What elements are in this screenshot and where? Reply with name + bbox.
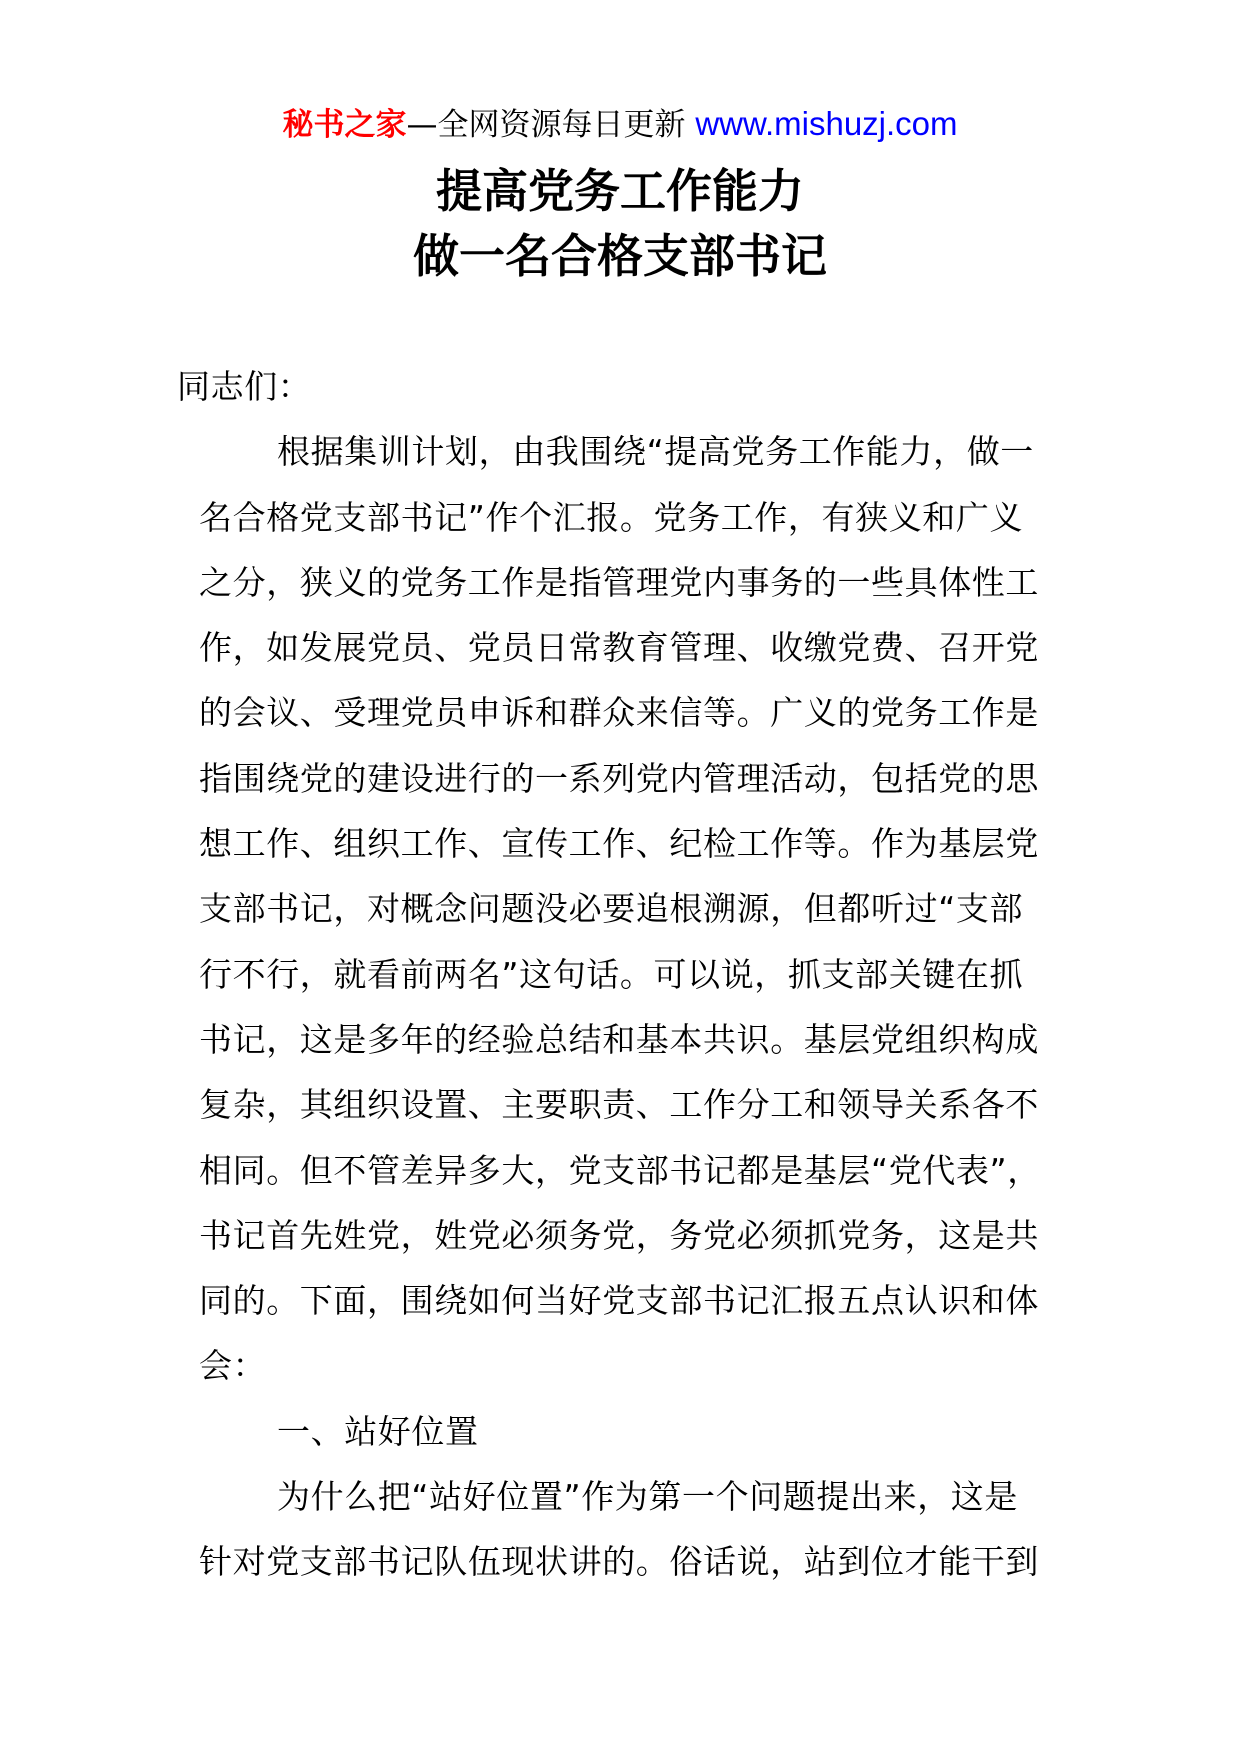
document-body xyxy=(177,354,1069,1595)
section-heading: 一、站好位置 xyxy=(277,1411,479,1451)
text-line: 名合格党支部书记”作个汇报。党务工作，有狭义和广义 xyxy=(199,497,1024,537)
text-line: 为什么把“站好位置”作为第一个问题提出来，这是 xyxy=(277,1477,1018,1517)
brand-name: 秘书之家 xyxy=(282,107,407,143)
doc-title-line-1: 提高党务工作能力 xyxy=(436,164,804,218)
text-line: 作，如发展党员、党员日常教育管理、收缴党费、召开党 xyxy=(199,628,1039,668)
banner-tagline: —全网资源每日更新 xyxy=(406,107,696,143)
text-line: 书记首先姓党，姓党必须务党，务党必须抓党务，这是共 xyxy=(199,1215,1039,1255)
text-line: 复杂，其组织设置、主要职责、工作分工和领导关系各不 xyxy=(199,1085,1039,1125)
paragraph-1 xyxy=(189,419,1069,1398)
text-line: 支部书记，对概念问题没必要追根溯源，但都听过“支部 xyxy=(199,889,1024,929)
text-line: 指围绕党的建设进行的一系列党内管理活动，包括党的思 xyxy=(199,758,1039,798)
text-line: 针对党支部书记队伍现状讲的。俗话说，站到位才能干到 xyxy=(199,1542,1039,1582)
text-line: 之分，狭义的党务工作是指管理党内事务的一些具体性工 xyxy=(199,562,1039,602)
site-url-link[interactable]: www.mishuzj.com xyxy=(695,105,958,142)
section-1 xyxy=(189,1399,1069,1595)
text-line: 行不行，就看前两名”这句话。可以说，抓支部关键在抓 xyxy=(199,954,1024,994)
doc-title-line-2: 做一名合格支部书记 xyxy=(413,229,827,283)
text-line: 的会议、受理党员申诉和群众来信等。广义的党务工作是 xyxy=(199,693,1039,733)
text-line: 相同。但不管差异多大，党支部书记都是基层“党代表”， xyxy=(199,1150,1041,1190)
site-banner xyxy=(0,102,1240,147)
text-line: 会： xyxy=(199,1346,267,1386)
greeting: 同志们： xyxy=(177,367,312,406)
text-line: 书记，这是多年的经验总结和基本共识。基层党组织构成 xyxy=(199,1019,1039,1059)
text-line: 想工作、组织工作、宣传工作、纪检工作等。作为基层党 xyxy=(199,824,1039,864)
text-line: 同的。下面，围绕如何当好党支部书记汇报五点认识和体 xyxy=(199,1281,1039,1321)
text-line: 根据集训计划，由我围绕“提高党务工作能力，做一 xyxy=(277,432,1034,472)
